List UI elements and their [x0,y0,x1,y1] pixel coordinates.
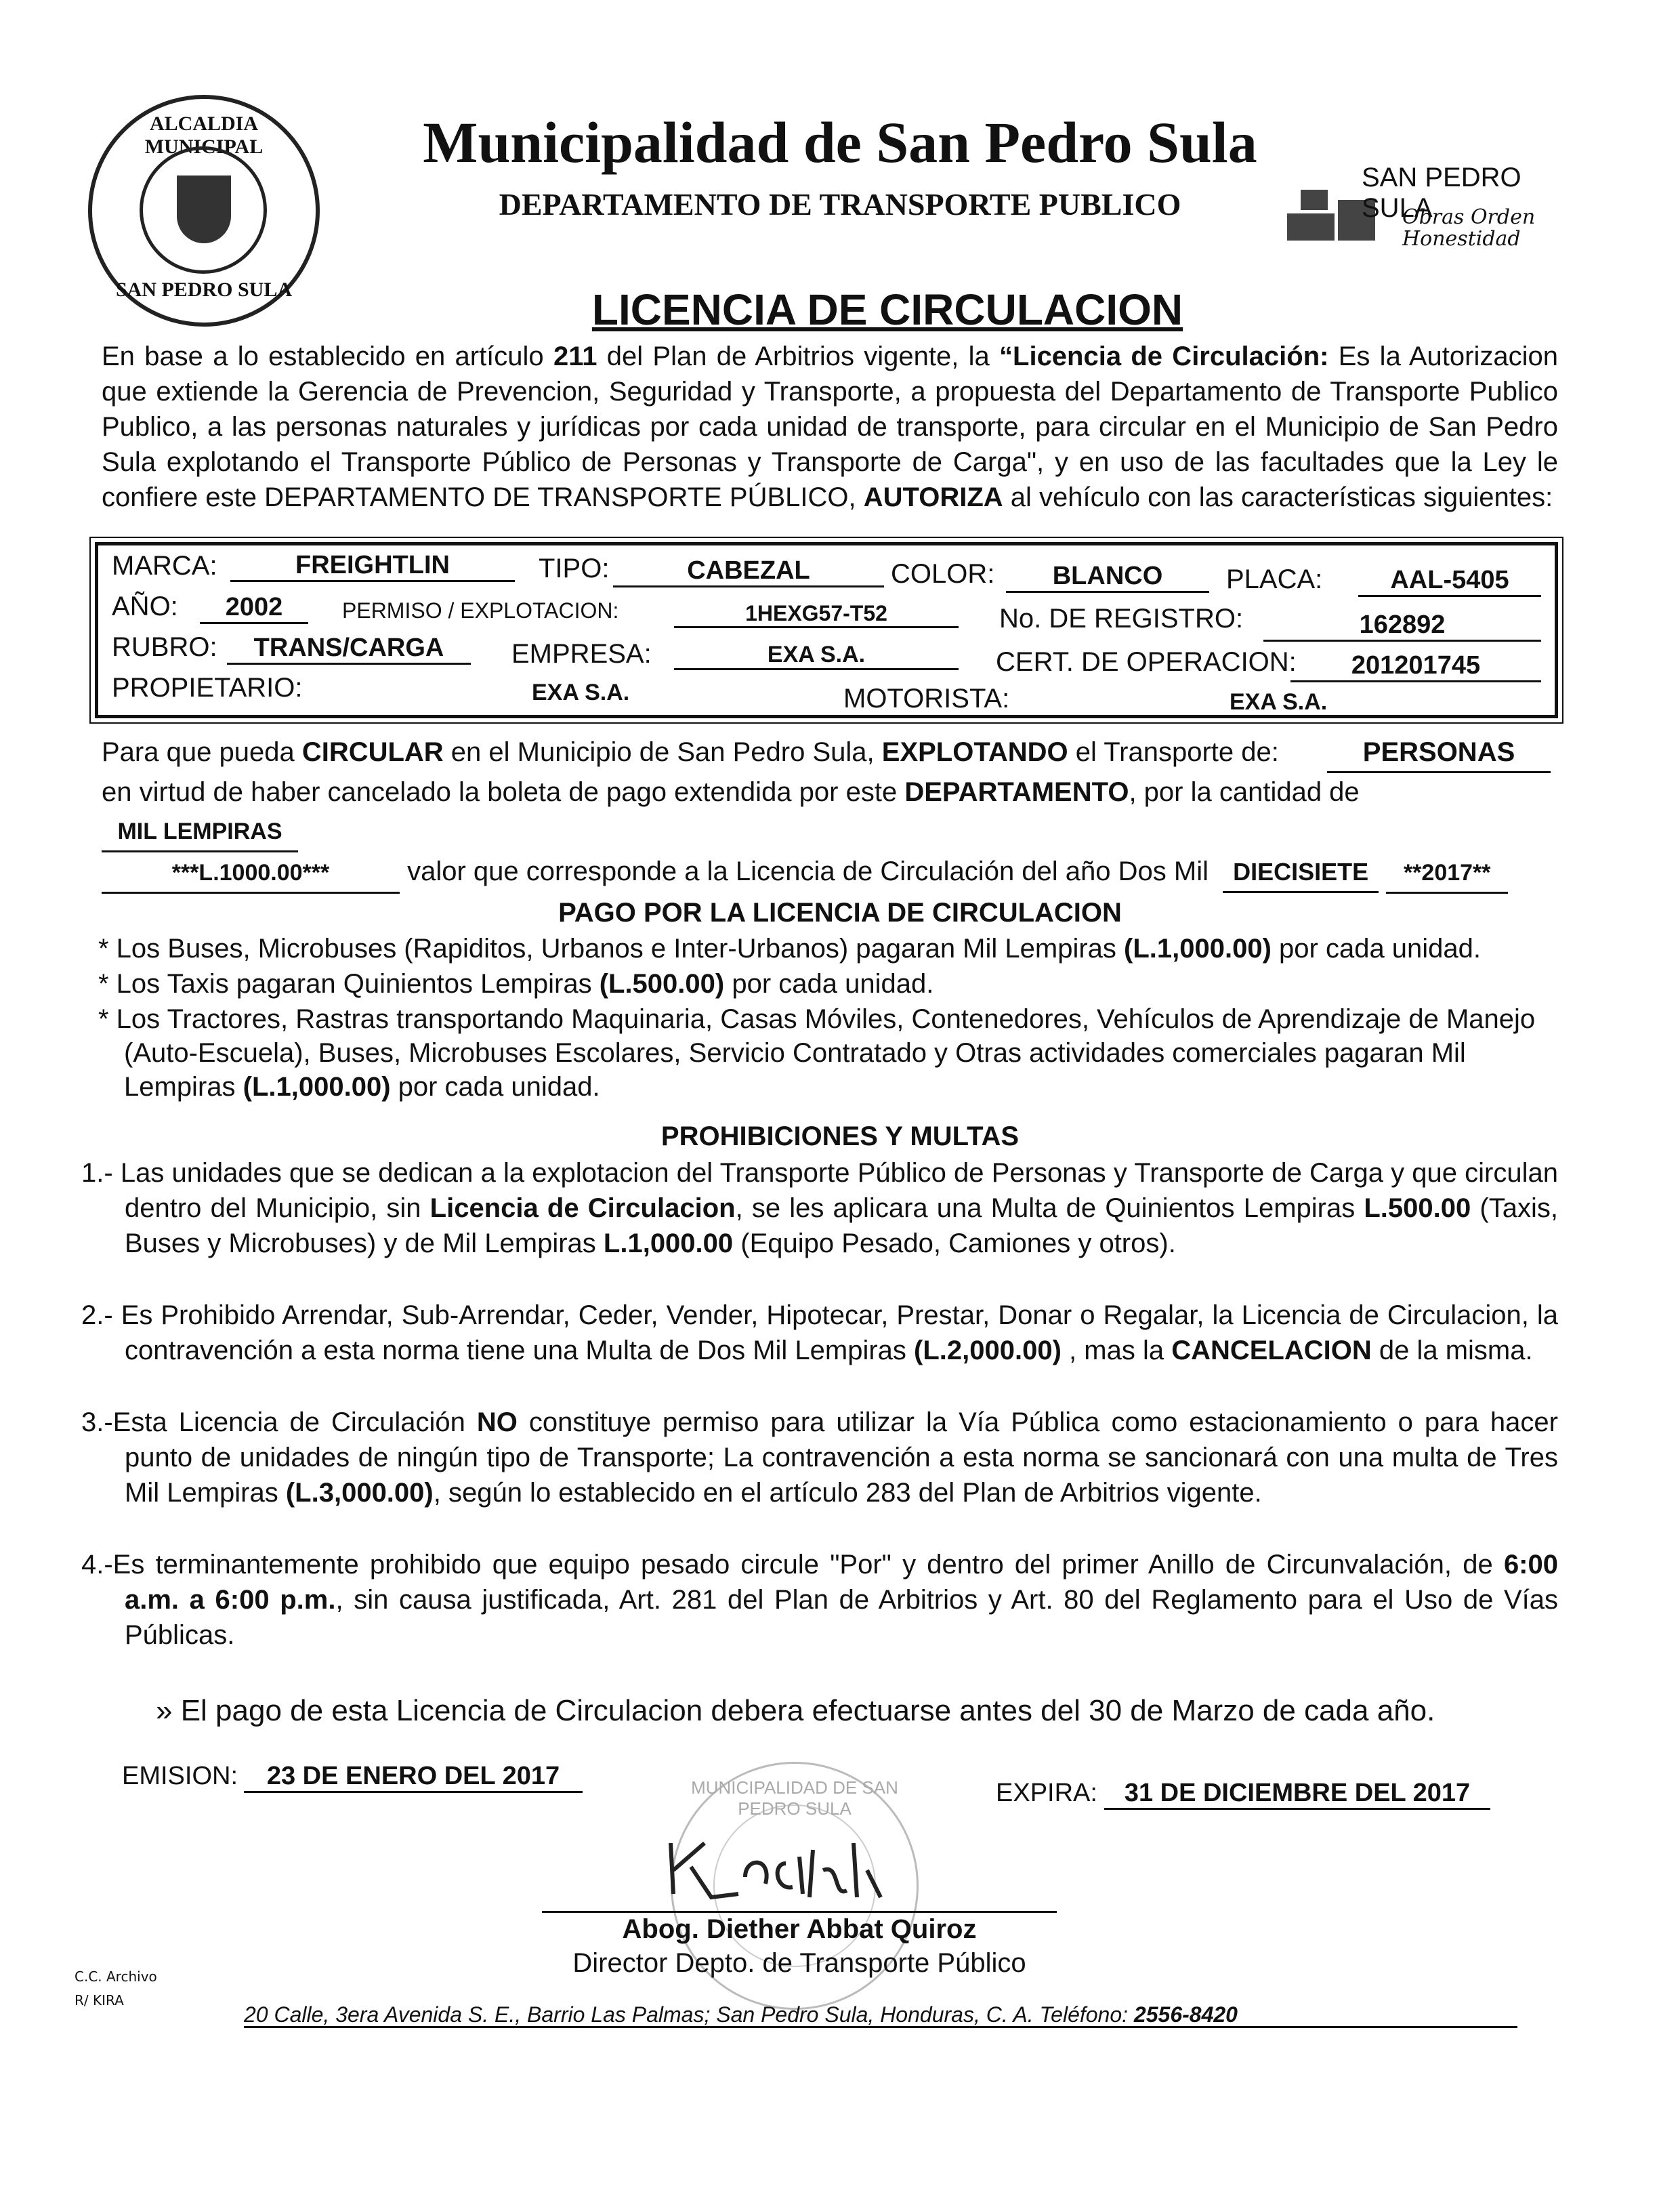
emision-value: 23 DE ENERO DEL 2017 [244,1762,583,1793]
pago-heading: PAGO POR LA LICENCIA DE CIRCULACION [558,898,1122,928]
tipo-label: TIPO: [539,554,610,583]
city-logo [1287,142,1572,264]
prohibiciones-heading: PROHIBICIONES Y MULTAS [660,1121,1020,1151]
rubro-value: TRANS/CARGA [227,634,471,665]
official-stamp: MUNICIPALIDAD DE SAN PEDRO SULA [671,1762,919,2010]
document-title: LICENCIA DE CIRCULACION [591,285,1183,334]
vehicle-details-box [95,542,1558,718]
placa-value: AAL-5405 [1358,566,1541,597]
anio-label: AÑO: [112,592,178,621]
emision-label: EMISION: [122,1762,238,1790]
permiso-value: 1HEXG57-T52 [674,601,959,628]
color-value: BLANCO [1006,562,1209,593]
prohibicion-item-3: 3.-Esta Licencia de Circulación NO constituye permiso para utilizar la Vía Pública como estacionamiento o para hacer punto de unidades de ningún tipo de Transporte; La contravención a esta norma se sancionará con una multa de Tres Mil Lempiras (L.3,000.00), según lo establecido en el artículo 283 del Plan de Arbitrios vigente. [81,1407,1558,1508]
logo-tagline: Obras Orden Honestidad [1402,205,1536,251]
tipo-value: CABEZAL [613,556,884,587]
motorista-value: EXA S.A. [1230,689,1328,715]
marca-label: MARCA: [112,551,217,581]
placa-label: PLACA: [1226,564,1323,594]
seal-shield-icon [177,176,231,243]
prohibiciones-list [81,1155,1558,1689]
seal-emblem [140,146,267,274]
seal-top-text: ALCALDIA MUNICIPAL [144,112,264,158]
pago-item: * Los Buses, Microbuses (Rapiditos, Urbanos e Inter-Urbanos) pagaran Mil Lempiras (L.1,000.00) por cada unidad. [98,934,1482,964]
propietario-label: PROPIETARIO: [112,673,303,703]
cc-archivo: C.C. Archivo [75,1968,157,1985]
page-title: Municipalidad de San Pedro Sula [423,110,1257,175]
footer-address: 20 Calle, 3era Avenida S. E., Barrio Las Palmas; San Pedro Sula, Honduras, C. A. Teléfono: 2556-8420 [244,2002,1238,2027]
marca-value: FREIGHTLIN [230,551,515,582]
anio-value: 2002 [200,593,308,624]
propietario-value: EXA S.A. [532,680,630,705]
empresa-label: EMPRESA: [511,639,652,669]
anio-numero-value: **2017** [1386,854,1508,894]
footer-line [244,2026,1517,2028]
signer-title: Director Depto. de Transporte Público [572,1948,1026,1978]
motorista-label: MOTORISTA: [843,684,1010,714]
expira-label: EXPIRA: [996,1779,1097,1807]
rubro-label: RUBRO: [112,632,217,662]
signer-name: Abog. Diether Abbat Quiroz [622,1914,977,1944]
payment-deadline-note: » El pago de esta Licencia de Circulacion debera efectuarse antes del 30 de Marzo de cada año. [156,1694,1435,1727]
pago-item: * Los Taxis pagaran Quinientos Lempiras (L.500.00) por cada unidad. [98,969,934,999]
cert-label: CERT. DE OPERACION: [996,647,1297,677]
prohibicion-item-2: 2.- Es Prohibido Arrendar, Sub-Arrendar, Ceder, Vender, Hipotecar, Prestar, Donar o Regalar, la Licencia de Circulacion, la contravención a esta norma tiene una Multa de Dos Mil Lempiras (L.2,000.00) , mas la CANCELACION de la misma. [81,1300,1558,1365]
transporte-value: PERSONAS [1327,733,1551,773]
expira-value: 31 DE DICIEMBRE DEL 2017 [1104,1779,1490,1810]
cc-initials: R/ KIRA [75,1992,124,2008]
color-label: COLOR: [891,559,995,589]
intro-paragraph: En base a lo establecido en artículo 211 del Plan de Arbitrios vigente, la “Licencia de Circulación: Es la Autorizacion que extiende la Gerencia de Prevencion, Seguridad y Transporte, a propuesta del Departamento de Transporte Publico Publico, a las personas naturales y jurídicas por cada unidad de transporte, para circular en el Municipio de San Pedro Sula explotando el Transporte Público de Personas y Transporte de Carga", y en uso de las facultades que la Ley le confiere este DEPARTAMENTO DE TRANSPORTE PÚBLICO, AUTORIZA al vehículo con las características siguientes: [102,342,1558,512]
permiso-label: PERMISO / EXPLOTACION: [342,598,619,623]
signature-scribble [664,1830,908,1904]
prohibicion-item-1: 1.- Las unidades que se dedican a la explotacion del Transporte Público de Personas y Transporte de Carga y que circulan dentro del Municipio, sin Licencia de Circulacion, se les aplicara una Multa de Quinientos Lempiras L.500.00 (Taxis, Buses y Microbuses) y de Mil Lempiras L.1,000.00 (Equipo Pesado, Camiones y otros). [81,1158,1558,1258]
empresa-value: EXA S.A. [674,642,959,670]
page-subtitle: DEPARTAMENTO DE TRANSPORTE PUBLICO [499,187,1181,222]
cantidad-value: MIL LEMPIRAS [102,812,298,852]
municipal-seal [88,95,320,327]
seal-bottom-text: SAN PEDRO SULA [115,278,293,301]
anio-texto-value: DIECISIETE [1223,853,1379,893]
cert-value: 201201745 [1290,651,1541,682]
pago-item: * Los Tractores, Rastras transportando Maquinaria, Casas Móviles, Contenedores, Vehículos de Aprendizaje de Manejo (Auto-Escuela), Buses, Microbuses Escolares, Servicio Contratado y Otras actividades comerciales pagaran Mil Lempiras (L.1,000.00) por cada unidad. [98,1004,1536,1102]
pago-list [98,932,1555,1105]
registro-value: 162892 [1263,611,1541,642]
circulation-paragraph: Para que pueda CIRCULAR en el Municipio de San Pedro Sula, EXPLOTANDO el Transporte de: PERSONAS en virtud de haber cancelado la boleta de pago extendida por este DEPARTAMENTO, por la cantidad de MIL LEMPIRAS ***L.1000.00*** valor que corresponde a la Licencia de Circulación del año Dos Mil DIECISIETE **2017** [102,733,1558,894]
logo-name: SAN PEDRO SULA [1362,163,1521,223]
signature-line [542,1911,1057,1913]
registro-label: No. DE REGISTRO: [999,604,1244,634]
prohibicion-item-4: 4.-Es terminantemente prohibido que equipo pesado circule "Por" y dentro del primer Anillo de Circunvalación, de 6:00 a.m. a 6:00 p.m., sin causa justificada, Art. 281 del Plan de Arbitrios y Art. 80 del Reglamento para el Uso de Vías Públicas. [81,1550,1558,1650]
monto-value: ***L.1000.00*** [102,854,400,894]
